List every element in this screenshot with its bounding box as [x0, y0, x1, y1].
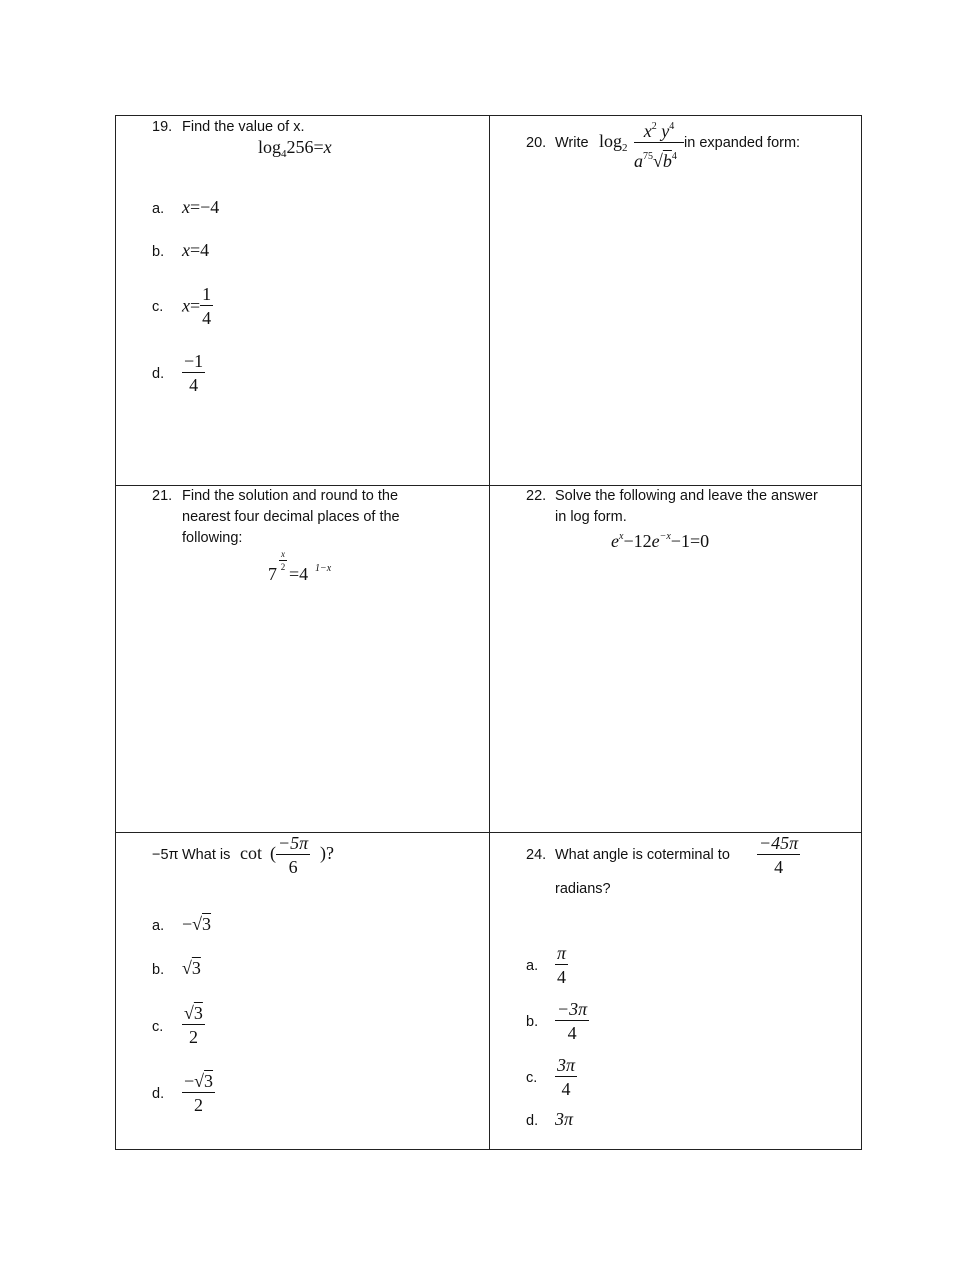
q20-num-y: y: [661, 121, 670, 141]
q22-equation: [611, 531, 709, 552]
q20-log: [599, 131, 628, 154]
q19-choice-c-var: x: [182, 295, 190, 316]
q19-base: 4: [281, 148, 287, 160]
q22-x2: −x: [659, 531, 671, 542]
q23-fraction: [276, 833, 310, 877]
q20-radical-icon: √: [653, 151, 663, 171]
q20-num-y-exp: 4: [669, 121, 675, 132]
q20-den-a-exp: 7: [643, 151, 648, 162]
q22-line-2: in log form.: [555, 509, 627, 525]
q22-x1: x: [619, 531, 624, 542]
q19-choice-c-num: 1: [202, 284, 212, 304]
worksheet-grid: [115, 115, 862, 1150]
q19-var: x: [323, 137, 332, 157]
q24-choice-b-label: b.: [526, 1014, 539, 1030]
q20-den-b-exp: 4: [671, 151, 677, 162]
q23-choice-a-label: a.: [152, 918, 165, 934]
q20-den-a: a: [634, 151, 643, 171]
q20-log-word: log: [599, 131, 623, 151]
q23-choice-a-pre: −√: [182, 914, 203, 934]
q23-cot: cot: [240, 843, 262, 863]
q19-choice-c-eq: =: [190, 295, 201, 316]
q24-choice-c-num: 3π: [557, 1055, 576, 1075]
q19-choice-a-var: x: [182, 197, 190, 217]
q19-choice-a: [182, 197, 219, 218]
q24-choice-c-den: 4: [561, 1079, 571, 1099]
q19-choice-a-label: a.: [152, 201, 165, 217]
q23-prompt: What is: [182, 847, 231, 863]
q23-choice-d: [182, 1071, 215, 1115]
q22-end: −1=0: [670, 531, 710, 551]
q19-choice-d-num: −1: [184, 351, 204, 371]
q21-exp-num: x: [281, 549, 285, 559]
q22-e2: e: [651, 531, 660, 551]
q21-rhs-exp: 1−x: [315, 563, 332, 574]
column-divider: [489, 116, 490, 1149]
q22-number: 22.: [526, 488, 547, 504]
q23-choice-b-label: b.: [152, 962, 165, 978]
q24-choice-b: [555, 999, 589, 1043]
row-divider-2: [116, 832, 861, 833]
q19-choice-c: [182, 284, 213, 328]
q24-choice-b-num: −3π: [557, 999, 588, 1019]
q19-rest: 256=: [286, 137, 324, 157]
q23-choice-c-label: c.: [152, 1019, 164, 1035]
q20-den-b: b: [662, 151, 672, 171]
q22-mid: −12: [623, 531, 652, 551]
q23-choice-d-label: d.: [152, 1086, 165, 1102]
q20-numerator: [634, 116, 684, 143]
q19-choice-c-label: c.: [152, 299, 164, 315]
q24-frac-den: 4: [774, 857, 784, 877]
q20-denominator: [634, 146, 677, 172]
q24-choice-a-num: π: [557, 943, 567, 963]
q24-choice-a-den: 4: [557, 967, 567, 987]
q23-choice-a-rad: 3: [202, 914, 212, 934]
q23-choice-c: [182, 1003, 205, 1047]
q21-exp-bar: [279, 560, 287, 561]
q19-choice-d-den: 4: [189, 375, 199, 395]
q23-frac-num: −5π: [278, 833, 309, 853]
q20-prompt-after: in expanded form:: [684, 135, 801, 151]
q19-choice-b-label: b.: [152, 244, 165, 260]
q19-choice-d-label: d.: [152, 366, 165, 382]
q23-choice-d-rad: 3: [204, 1071, 214, 1091]
q24-choice-c-label: c.: [526, 1070, 538, 1086]
q20-root-index: 5: [648, 151, 653, 162]
q19-choice-a-expr: =−4: [190, 197, 220, 217]
q20-num-x-exp: 2: [651, 121, 657, 132]
q24-choice-a: [555, 943, 568, 987]
q23-lparen: (: [270, 843, 276, 863]
q24-choice-b-den: 4: [567, 1023, 577, 1043]
q23-frac-den: 6: [288, 857, 298, 877]
q24-choice-d-label: d.: [526, 1113, 539, 1129]
q21-exp-den: 2: [280, 562, 286, 572]
q21-mid: =4: [289, 564, 309, 584]
q24-number: 24.: [526, 847, 547, 863]
q19-number: 19.: [152, 119, 173, 135]
q20-prompt-before: Write: [555, 135, 589, 151]
q22-e1: e: [611, 531, 619, 551]
q20-number: 20.: [526, 135, 547, 151]
q19-choice-b-var: x: [182, 240, 190, 260]
q21-number: 21.: [152, 488, 173, 504]
q21-line-2: nearest four decimal places of the: [182, 509, 400, 525]
q23-rparen: )?: [320, 843, 334, 863]
q19-choice-d: [182, 351, 205, 395]
q23-choice-d-pre: −√: [184, 1071, 205, 1091]
q24-choice-c: [555, 1055, 577, 1099]
q24-fraction: [757, 833, 800, 877]
q24-prompt: What angle is coterminal to: [555, 847, 730, 863]
q19-choice-b-expr: =4: [190, 240, 210, 260]
q23-choice-d-den: 2: [194, 1095, 204, 1115]
q20-num-x: x: [643, 121, 652, 141]
q21-line-3: following:: [182, 530, 243, 546]
q19-choice-c-den: 4: [202, 308, 212, 328]
q24-choice-a-label: a.: [526, 958, 539, 974]
q23-choice-b-rad: 3: [191, 958, 201, 978]
q23-choice-c-rad: 3: [193, 1003, 203, 1023]
q22-line-1: Solve the following and leave the answer: [555, 488, 818, 504]
q19-equation: [258, 137, 332, 160]
q19-log: log: [258, 137, 282, 157]
q23-choice-a: [182, 914, 211, 935]
q21-line-1: Find the solution and round to the: [182, 488, 399, 504]
q23-choice-b-pre: √: [182, 958, 192, 978]
q19-choice-b: [182, 240, 209, 261]
q19-prompt: Find the value of x.: [182, 119, 305, 135]
q23-number: −5π: [152, 847, 179, 863]
q23-choice-c-den: 2: [188, 1027, 198, 1047]
q24-choice-d: 3π: [555, 1109, 574, 1129]
q21-base: 7: [268, 564, 277, 584]
q24-prompt-2: radians?: [555, 881, 611, 897]
q23-choice-b: [182, 958, 201, 979]
q24-frac-num: −45π: [759, 833, 799, 853]
q23-choice-c-pre: √: [184, 1003, 194, 1023]
q20-log-base: 2: [622, 142, 628, 154]
